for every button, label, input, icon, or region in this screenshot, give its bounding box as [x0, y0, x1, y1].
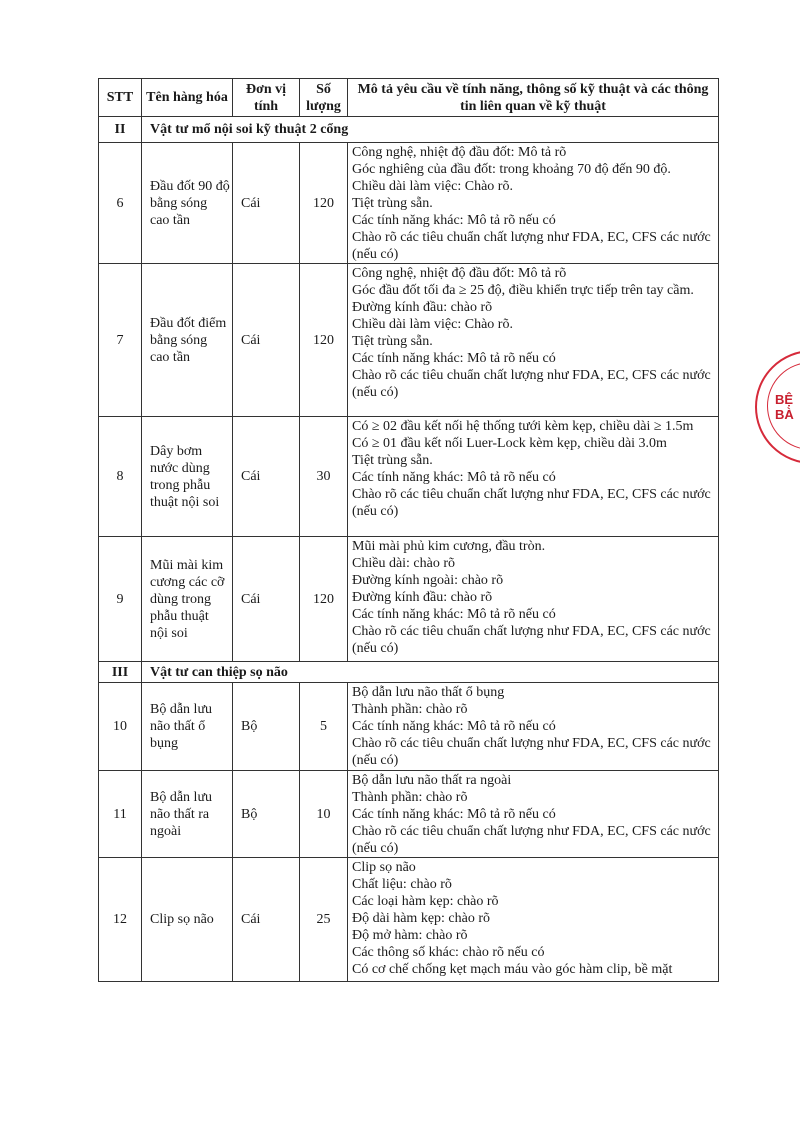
specification-table — [98, 78, 719, 982]
row-stt: 7 — [99, 264, 142, 417]
stamp-text: BỆ BÀ — [775, 392, 794, 422]
section-row — [99, 662, 719, 683]
row-quantity: 120 — [300, 143, 348, 264]
row-unit: Bộ — [233, 683, 300, 771]
red-seal-stamp — [755, 350, 800, 464]
table-row — [99, 683, 719, 771]
table-row — [99, 858, 719, 982]
row-item-name: Clip sọ não — [142, 858, 233, 982]
row-description: Clip sọ não Chất liệu: chào rõ Các loại hàm kẹp: chào rõ Độ dài hàm kẹp: chào rõ Độ mở hàm: chào rõ Các thông số khác: chào rõ nếu có Có cơ chế chống kẹt mạch máu vào góc hàm clip, bề mặt — [348, 858, 719, 982]
row-stt: 9 — [99, 537, 142, 662]
row-description: Có ≥ 02 đầu kết nối hệ thống tưới kèm kẹp, chiều dài ≥ 1.5m Có ≥ 01 đầu kết nối Luer-Lock kèm kẹp, chiều dài 3.0m Tiệt trùng sẵn. Các tính năng khác: Mô tả rõ nếu có Chào rõ các tiêu chuẩn chất lượng như FDA, EC, CFS các nước (nếu có) — [348, 417, 719, 537]
table-row — [99, 771, 719, 858]
table-row — [99, 417, 719, 537]
row-stt: 8 — [99, 417, 142, 537]
row-description: Công nghệ, nhiệt độ đầu đốt: Mô tả rõ Góc nghiêng của đầu đốt: trong khoảng 70 độ đến 90 độ. Chiều dài làm việc: Chào rõ. Tiệt trùng sẵn. Các tính năng khác: Mô tả rõ nếu có Chào rõ các tiêu chuẩn chất lượng như FDA, EC, CFS các nước (nếu có) — [348, 143, 719, 264]
row-item-name: Đầu đốt 90 độ bằng sóng cao tần — [142, 143, 233, 264]
row-quantity: 10 — [300, 771, 348, 858]
header-unit: Đơn vị tính — [233, 79, 300, 117]
section-row — [99, 117, 719, 143]
table-row — [99, 264, 719, 417]
row-description: Mũi mài phủ kim cương, đầu tròn. Chiều dài: chào rõ Đường kính ngoài: chào rõ Đường kính đầu: chào rõ Các tính năng khác: Mô tả rõ nếu có Chào rõ các tiêu chuẩn chất lượng như FDA, EC, CFS các nước (nếu có) — [348, 537, 719, 662]
section-number: II — [99, 117, 142, 143]
row-item-name: Bộ dẫn lưu não thất ra ngoài — [142, 771, 233, 858]
row-unit: Cái — [233, 417, 300, 537]
row-item-name: Dây bơm nước dùng trong phẫu thuật nội soi — [142, 417, 233, 537]
section-title: Vật tư can thiệp sọ não — [142, 662, 719, 683]
row-stt: 6 — [99, 143, 142, 264]
section-number: III — [99, 662, 142, 683]
row-quantity: 5 — [300, 683, 348, 771]
row-quantity: 120 — [300, 264, 348, 417]
header-name: Tên hàng hóa — [142, 79, 233, 117]
row-description: Công nghệ, nhiệt độ đầu đốt: Mô tả rõ Góc đầu đốt tối đa ≥ 25 độ, điều khiển trực tiếp trên tay cầm. Đường kính đầu: chào rõ Chiều dài làm việc: Chào rõ. Tiệt trùng sẵn. Các tính năng khác: Mô tả rõ nếu có Chào rõ các tiêu chuẩn chất lượng như FDA, EC, CFS các nước (nếu có) — [348, 264, 719, 417]
row-description: Bộ dẫn lưu não thất ổ bụng Thành phần: chào rõ Các tính năng khác: Mô tả rõ nếu có Chào rõ các tiêu chuẩn chất lượng như FDA, EC, CFS các nước (nếu có) — [348, 683, 719, 771]
row-unit: Cái — [233, 264, 300, 417]
row-unit: Cái — [233, 143, 300, 264]
section-title: Vật tư mổ nội soi kỹ thuật 2 cổng — [142, 117, 719, 143]
row-item-name: Bộ dẫn lưu não thất ổ bụng — [142, 683, 233, 771]
row-quantity: 120 — [300, 537, 348, 662]
header-qty: Số lượng — [300, 79, 348, 117]
table-header-row — [99, 79, 719, 117]
row-stt: 11 — [99, 771, 142, 858]
row-unit: Bộ — [233, 771, 300, 858]
row-stt: 12 — [99, 858, 142, 982]
row-stt: 10 — [99, 683, 142, 771]
row-quantity: 25 — [300, 858, 348, 982]
row-description: Bộ dẫn lưu não thất ra ngoài Thành phần: chào rõ Các tính năng khác: Mô tả rõ nếu có Chào rõ các tiêu chuẩn chất lượng như FDA, EC, CFS các nước (nếu có) — [348, 771, 719, 858]
header-desc: Mô tả yêu cầu về tính năng, thông số kỹ thuật và các thông tin liên quan về kỹ thuật — [348, 79, 719, 117]
table-row — [99, 537, 719, 662]
row-unit: Cái — [233, 537, 300, 662]
row-item-name: Đầu đốt điểm bằng sóng cao tần — [142, 264, 233, 417]
row-unit: Cái — [233, 858, 300, 982]
header-stt: STT — [99, 79, 142, 117]
table-row — [99, 143, 719, 264]
row-quantity: 30 — [300, 417, 348, 537]
row-item-name: Mũi mài kim cương các cỡ dùng trong phẫu thuật nội soi — [142, 537, 233, 662]
